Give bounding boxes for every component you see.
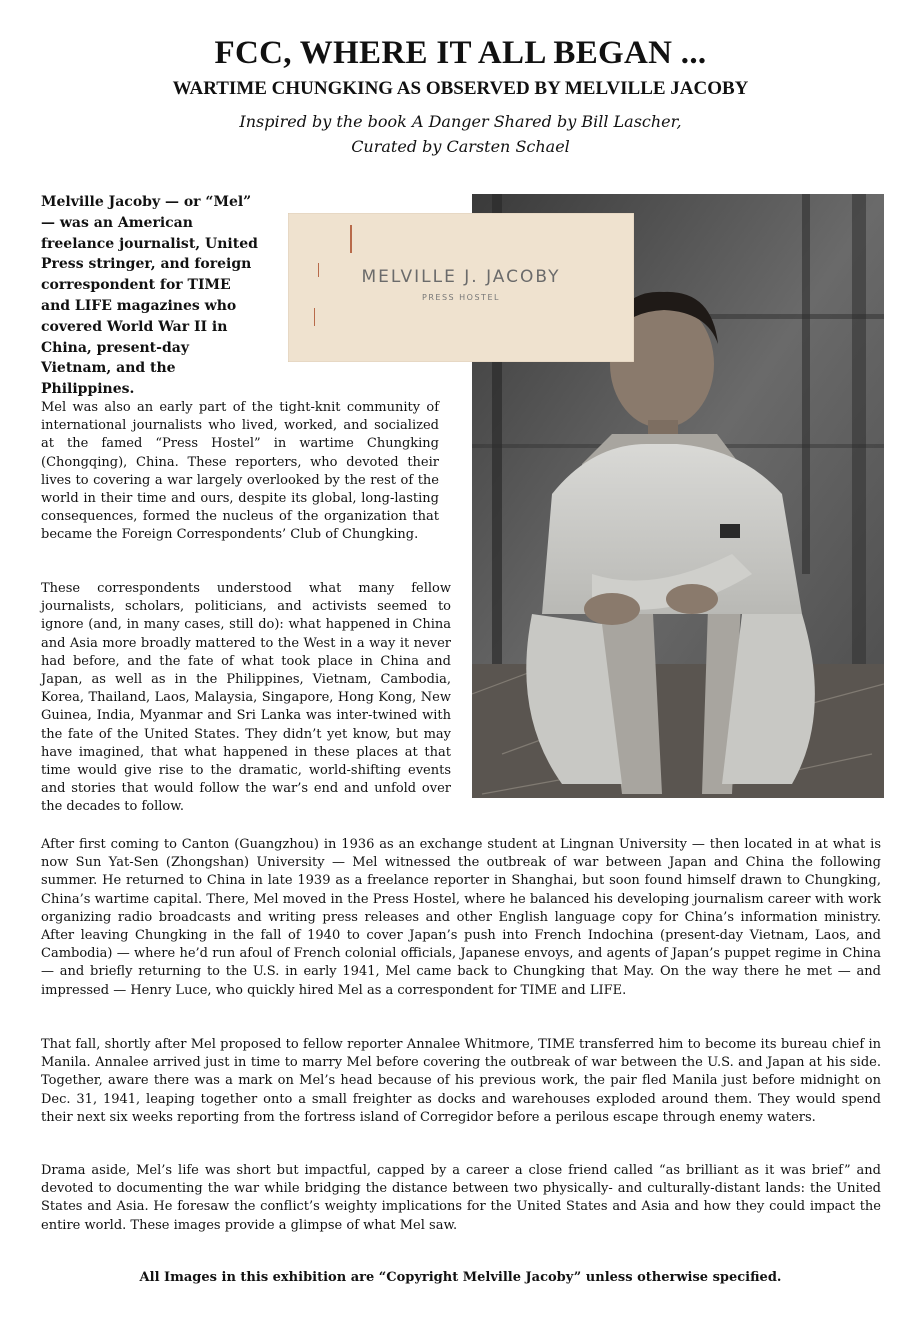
copyright-note: All Images in this exhibition are “Copyright Melville Jacoby” unless otherwise specified.: [139, 1270, 782, 1285]
card-name: MELVILLE J. JACOBY: [361, 267, 561, 287]
card-mark: [314, 308, 315, 326]
paragraph-canton-chungking: After first coming to Canton (Guangzhou) in 1936 as an exchange student at Lingnan University — then located in at what is now Sun Yat-Sen (Zhongshan) University — Mel witnessed the outbreak of war between Japan and China the following summer. He returned to China in late 1939 as a freelance reporter in Shanghai, but soon found himself drawn to Chungking, China’s wartime capital. There, Mel moved in the Press Hostel, where he balanced his developing journalism career with work organizing radio broadcasts and writing press releases and other English language copy for China’s information ministry. After leaving Chungking in the fall of 1940 to cover Japan’s push into French Indochina (present-day Vietnam, Laos, and Cambodia) — where he’d run afoul of French colonial officials, Japanese envoys, and agents of Japan’s puppet regime in China — and briefly returning to the U.S. in early 1941, Mel came back to Chungking that May. On the way there he met — and impressed — Henry Luce, who quickly hired Mel as a correspondent for TIME and LIFE.: [41, 837, 881, 998]
card-mark: [350, 225, 352, 253]
paragraph-press-hostel: Mel was also an early part of the tight-knit community of international journalists who lived, worked, and socialized at the famed “Press Hostel” in wartime Chungking (Chongqing), China. These reporters, who devoted their lives to covering a war largely overlooked by the rest of the world in their time and ours, despite its global, long-lasting consequences, formed the nucleus of the organization that became the Foreign Correspondents’ Club of Chungking.: [41, 400, 439, 543]
page-title: FCC, WHERE IT ALL BEGAN ...: [214, 35, 707, 71]
paragraph-correspondents: These correspondents understood what many fellow journalists, scholars, politicians, and activists seemed to ignore (and, in many cases, still do): what happened in China and Asia more broadly mattered to the West in a way it never had before, and the fate of what took place in China and Japan, as well as in the Philippines, Vietnam, Cambodia, Korea, Thailand, Laos, Malaysia, Singapore, Hong Kong, New Guinea, India, Myanmar and Sri Lanka was inter-twined with the fate of the United States. They didn’t yet know, but may have imagined, that what happened in these places at that time would give rise to the dramatic, world-shifting events and stories that would follow the war’s end and unfold over the decades to follow.: [41, 581, 451, 815]
paragraph-manila: That fall, shortly after Mel proposed to fellow reporter Annalee Whitmore, TIME transferred him to become its bureau chief in Manila. Annalee arrived just in time to marry Mel before covering the outbreak of war between the U.S. and Japan at his side. Together, aware there was a mark on Mel’s head because of his previous work, the pair fled Manila just before midnight on Dec. 31, 1941, leaping together onto a small freighter as docks and warehouses exploded around them. They would spend their next six weeks reporting from the fortress island of Corregidor before a perilous escape through enemy waters.: [41, 1037, 881, 1125]
card-subtitle: PRESS HOSTEL: [422, 293, 500, 302]
lead-paragraph: Melville Jacoby — or “Mel” — was an American freelance journalist, United Press stringer, and foreign correspondent for TIME and LIFE magazines who covered World War II in China, present-day Vietnam, and the Philippines.: [41, 194, 258, 398]
calling-card: [288, 213, 634, 362]
paragraph-legacy: Drama aside, Mel’s life was short but impactful, capped by a career a close friend called “as brilliant as it was brief” and devoted to documenting the war while bridging the distance between two physically- and culturally-distant lands: the United States and Asia. He foresaw the conflict’s weighty implications for the United States and Asia and how they could impact the entire world. These images provide a glimpse of what Mel saw.: [41, 1163, 881, 1233]
credit-line-inspired: Inspired by the book A Danger Shared by Bill Lascher,: [239, 112, 682, 131]
credit-line-curator: Curated by Carsten Schael: [351, 137, 570, 156]
page-subtitle: WARTIME CHUNGKING AS OBSERVED BY MELVILLE JACOBY: [172, 78, 749, 99]
